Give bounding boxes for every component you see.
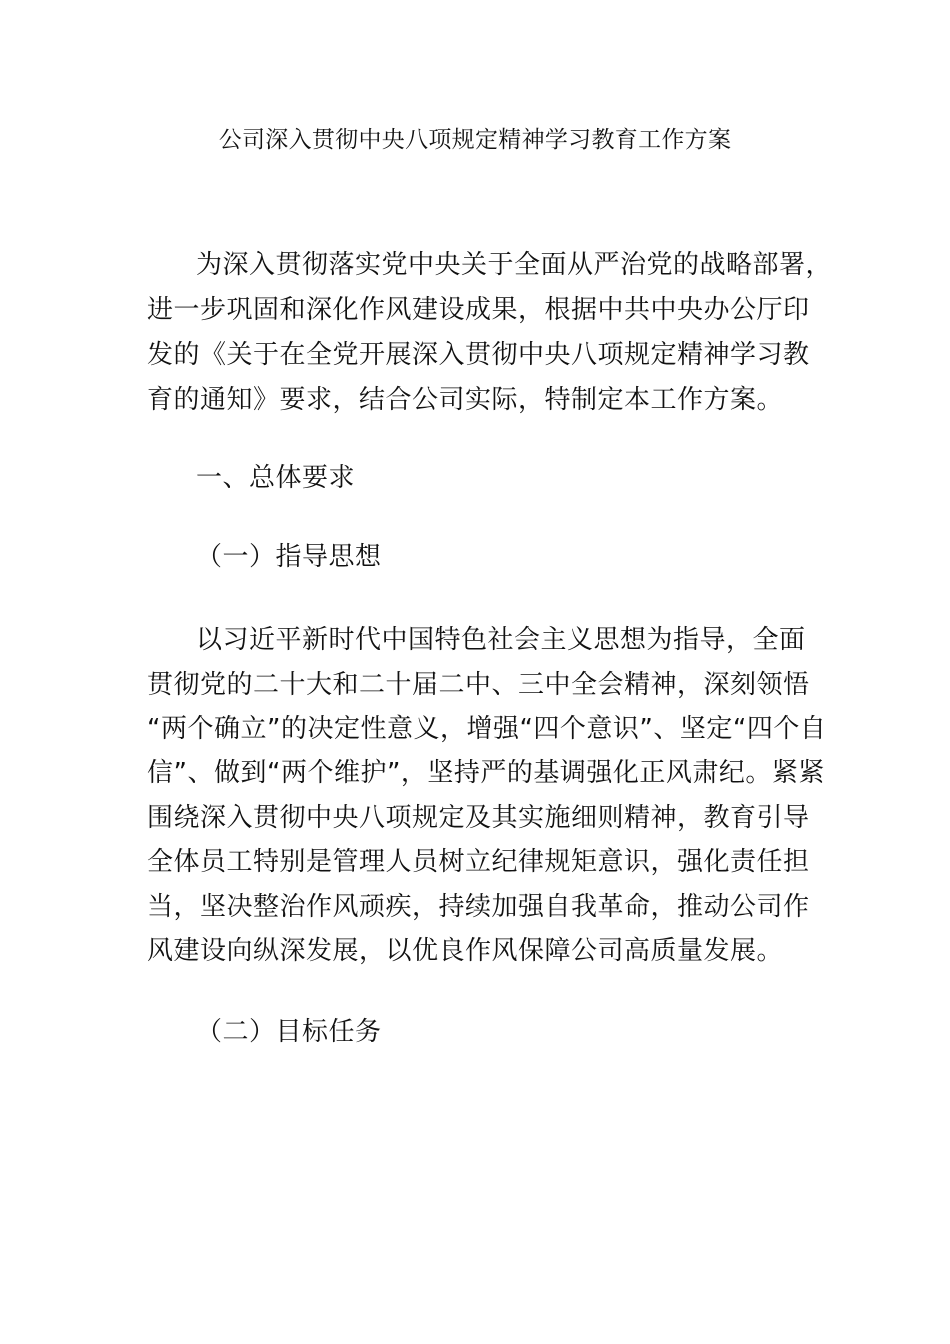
- paragraph-line: 风建设向纵深发展，以优良作风保障公司高质量发展。: [147, 936, 784, 966]
- subsection-heading: （一）指导思想: [196, 542, 382, 572]
- paragraph-line: 当，坚决整治作风顽疾，持续加强自我革命，推动公司作: [147, 892, 810, 922]
- document-title: 公司深入贯彻中央八项规定精神学习教育工作方案: [218, 127, 732, 153]
- paragraph-line: 育的通知》要求，结合公司实际，特制定本工作方案。: [147, 385, 784, 415]
- paragraph-line: 信”、做到“两个维护”，坚持严的基调强化正风肃纪。紧紧: [147, 758, 825, 788]
- paragraph-line: 发的《关于在全党开展深入贯彻中央八项规定精神学习教: [147, 340, 810, 370]
- paragraph-line: 为深入贯彻落实党中央关于全面从严治党的战略部署，: [196, 250, 833, 280]
- paragraph-line: 以习近平新时代中国特色社会主义思想为指导，全面: [196, 625, 806, 655]
- paragraph-line: “两个确立”的决定性意义，增强“四个意识”、坚定“四个自: [147, 714, 827, 744]
- paragraph-line: 围绕深入贯彻中央八项规定及其实施细则精神，教育引导: [147, 803, 810, 833]
- paragraph-line: 全体员工特别是管理人员树立纪律规矩意识，强化责任担: [147, 847, 810, 877]
- paragraph-line: 进一步巩固和深化作风建设成果，根据中共中央办公厅印: [147, 295, 810, 325]
- paragraph-line: 贯彻党的二十大和二十届二中、三中全会精神，深刻领悟: [147, 670, 810, 700]
- section-heading: 一、总体要求: [196, 463, 356, 493]
- subsection-heading: （二）目标任务: [196, 1017, 382, 1047]
